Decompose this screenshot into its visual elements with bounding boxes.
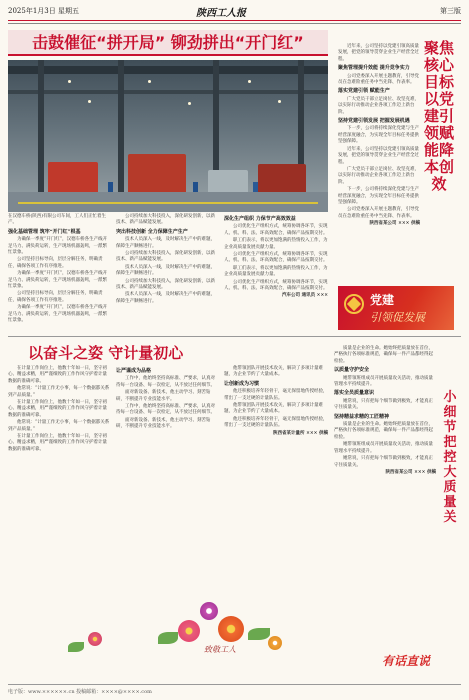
flower-icon <box>200 602 218 620</box>
flower-icon <box>218 616 244 642</box>
paragraph: 公司持续加大科技投入，深化研发创新，以新技术、新产品赋能发展。 <box>116 278 215 291</box>
paragraph: 为确保一季度“开门红”，汉德车桥各生产线开足马力、满负荷运转，生产现场机器轰鸣，一派繁忙景象。 <box>8 271 108 290</box>
paragraph: 职工们表示，将以更加饱满的热情投入工作，为企业高质量发展贡献力量。 <box>224 265 328 278</box>
paragraph: 公司坚持目标导向，层层分解任务，明确责任，确保各项工作有序推进。 <box>8 291 103 303</box>
subheading: 让创新成为习惯 <box>224 380 260 387</box>
paragraph: 公司优化生产组织方式，统筹协调各环节，实现人、机、料、法、环高效配合，确保产品按期交付。 <box>224 279 328 292</box>
top-story-column-1 <box>8 214 110 326</box>
second-story-column-1 <box>8 366 110 454</box>
paragraph: 质量是企业的生命。她始终把质量放在首位，严格执行各项标准规范，确保每一件产品都经得起检验。 <box>334 346 433 364</box>
paragraph: 在计量工作岗位上，他数十年如一日，坚守初心、精益求精，用严谨细致的工作作风守护着计量数据的准确可靠。 <box>8 434 107 452</box>
flower-caption: 致敬工人 <box>204 645 236 654</box>
paragraph: 他常说：“计量工作无小事，每一个数据都关系到产品质量。” <box>8 420 110 432</box>
top-story-side-column <box>338 44 420 229</box>
subheading: 以质量守护安全 <box>334 367 370 374</box>
paragraph: 他还积极培养年轻骨干，毫无保留地传授经验，带出了一支过硬的计量队伍。 <box>224 389 328 401</box>
flower-icon <box>268 636 282 650</box>
subheading: 落实全员质量意识 <box>334 390 375 397</box>
second-story-column-3 <box>224 366 328 438</box>
second-story-column-4 <box>334 346 436 477</box>
byline: 陕西省某计量所 ××× 供稿 <box>273 430 328 436</box>
paragraph: 公司持续加大科技投入，深化研发创新，以新技术、新产品赋能发展。 <box>116 251 215 263</box>
vertical-headline-1: 聚焦核心目标 以党建引领赋能降本创效 <box>424 39 455 193</box>
second-story-column-2 <box>116 366 218 432</box>
factory-photo <box>8 60 328 212</box>
paragraph: 为确保一季度“开门红”，汉德车桥各生产线开足马力、满负荷运转，生产现场机器轰鸣，一派繁忙景象。 <box>8 305 108 324</box>
section-divider <box>8 336 461 337</box>
paragraph: 她常说，只有把每个细节做到极致，才能真正守住质量关。 <box>334 398 433 411</box>
subheading: 突出科技创新 全力保障生产生产 <box>116 228 188 235</box>
paragraph: 她带领班组成员开展质量攻关活动，推动质量管理水平持续提升。 <box>334 375 433 388</box>
paragraph: 近年来，公司坚持以党建引领高质量发展，把党的领导贯穿企业生产经营全过程。 <box>338 44 419 62</box>
paragraph: 广大党员干部立足岗位、攻坚克难，以实际行动推动企业各项工作迈上新台阶。 <box>338 166 419 185</box>
banner-title: 党建 <box>370 293 395 307</box>
subheading: 坚持精益求精的工匠精神 <box>334 413 390 420</box>
masthead-rule <box>8 20 461 21</box>
leaf-icon <box>68 642 84 652</box>
paragraph: 广大党员干部立足岗位、攻坚克难，以实际行动推动企业各项工作迈上新台阶。 <box>338 96 419 115</box>
photo-caption: 在汉德车桥(陕西)有限公司车间，工人们正忙着生产。 <box>8 214 107 226</box>
top-story-column-2 <box>116 214 218 306</box>
byline: 陕西省某公司 ××× 供稿 <box>369 221 420 227</box>
paragraph: 面对新设备、新技术，他主动学习、刻苦钻研，不断提升专业技能水平。 <box>116 390 211 402</box>
paragraph: 技术人员深入一线，及时解决生产中的难题，保障生产顺畅进行。 <box>116 292 215 304</box>
paragraph: 她带领班组成员开展质量攻关活动，推动质量管理水平持续提升。 <box>334 442 433 454</box>
paragraph: 下一步，公司将持续深化党建与生产经营深度融合，为实现全年目标任务提供坚强保障。 <box>338 126 419 145</box>
paragraph: 质量是企业的生命。她始终把质量放在首位，严格执行各项标准规范，确保每一件产品都经得起检验。 <box>334 422 433 440</box>
second-story-headline: 以奋斗之姿 守计量初心 <box>28 344 184 362</box>
subheading: 坚持党建引领发展 把握发展机遇 <box>338 118 410 125</box>
issue-date: 2025年1月3日 星期五 <box>8 7 79 15</box>
subheading: 聚焦管理提升效能 提升竞争实力 <box>338 65 410 72</box>
top-story-headline: 击鼓催征“拼开局” 铆劲拼出“开门红” <box>8 30 328 56</box>
newspaper-name: 陕西工人报 <box>196 8 246 19</box>
paragraph: 公司持续加大科技投入，深化研发创新，以新技术、新产品赋能发展。 <box>116 214 215 226</box>
paragraph: 他带领团队开展技术攻关，解决了多项计量难题，为企业节约了大量成本。 <box>224 403 323 415</box>
subheading: 深化生产组织 力保节产高效效益 <box>224 216 296 222</box>
paragraph: 技术人员深入一线，及时解决生产中的难题，保障生产顺畅进行。 <box>116 264 215 277</box>
paragraph: 他常说：“计量工作无小事，每一个数据都关系到产品质量。” <box>8 386 110 398</box>
paragraph: 她常说，只有把每个细节做到极致，才能真正守住质量关。 <box>334 456 433 468</box>
subheading: 让严谨成为品格 <box>116 368 152 374</box>
column-brand: 有话直说 <box>382 654 431 668</box>
paragraph: 公司党委深入开展主题教育，引导党员在急难险重任务中当先锋、作表率。 <box>338 73 419 86</box>
paragraph: 下一步，公司将持续深化党建与生产经营深度融合，为实现全年目标任务提供坚强保障。 <box>338 187 419 205</box>
byline: 陕西省某公司 ××× 供稿 <box>385 469 436 475</box>
flower-icon <box>88 632 102 646</box>
paragraph: 为确保一季度“开门红”，汉德车桥各生产线开足马力、满负荷运转，生产现场机器轰鸣，一派繁忙景象。 <box>8 237 108 256</box>
paragraph: 面对新设备、新技术，他主动学习、刻苦钻研，不断提升专业技能水平。 <box>116 417 211 430</box>
page-number: 第三版 <box>440 7 461 15</box>
footer-rule <box>8 684 461 685</box>
paragraph: 他带领团队开展技术攻关，解决了多项计量难题，为企业节约了大量成本。 <box>224 366 323 378</box>
banner-subtitle: 引领促发展 <box>370 311 425 324</box>
leaf-icon <box>248 628 270 640</box>
paragraph: 职工们表示，将以更加饱满的热情投入工作，为企业高质量发展贡献力量。 <box>224 238 328 250</box>
vertical-headline-2: 小细节把控大质量关 <box>443 390 457 525</box>
flower-decoration <box>8 592 438 682</box>
paragraph: 公司坚持目标导向，层层分解任务，明确责任，确保各项工作有序推进。 <box>8 257 103 269</box>
top-story-column-3 <box>224 214 328 301</box>
byline: 汽车公司 通讯员 ××× <box>282 293 328 299</box>
paragraph: 在计量工作岗位上，他数十年如一日，坚守初心、精益求精，用严谨细致的工作作风守护着计量数据的准确可靠。 <box>8 366 107 384</box>
leaf-icon <box>158 632 178 644</box>
masthead-rule-thin <box>8 23 461 24</box>
paragraph: 工作中，他始终坚持高标准、严要求，认真对待每一台设备、每一次检定，从不放过任何细节。 <box>116 376 215 388</box>
paragraph: 工作中，他始终坚持高标准、严要求，认真对待每一台设备、每一次检定，从不放过任何细节。 <box>116 404 215 416</box>
masthead <box>8 4 461 18</box>
paragraph: 在计量工作岗位上，他数十年如一日，坚守初心、精益求精，用严谨细致的工作作风守护着计量数据的准确可靠。 <box>8 400 107 418</box>
paragraph: 技术人员深入一线，及时解决生产中的难题，保障生产顺畅进行。 <box>116 237 215 249</box>
paragraph: 他还积极培养年轻骨干，毫无保留地传授经验，带出了一支过硬的计量队伍。 <box>224 416 328 429</box>
footer-note: 电子版：www.××××××.cn 投稿邮箱：××××@××××.com <box>8 689 152 695</box>
paragraph: 公司优化生产组织方式，统筹协调各环节，实现人、机、料、法、环高效配合，确保产品按期交付。 <box>224 252 328 264</box>
party-banner <box>338 286 454 330</box>
subheading: 落实党建引领 赋能生产 <box>338 88 390 95</box>
subheading: 强化基础管理 筑牢“开门红”根基 <box>8 228 81 235</box>
flower-icon <box>178 620 200 642</box>
paragraph: 公司优化生产组织方式，统筹协调各环节，实现人、机、料、法、环高效配合，确保产品按期交付。 <box>224 224 328 236</box>
paragraph: 公司党委深入开展主题教育，引导党员在急难险重任务中当先锋、作表率。 <box>338 207 419 219</box>
paragraph: 近年来，公司坚持以党建引领高质量发展，把党的领导贯穿企业生产经营全过程。 <box>338 146 419 165</box>
